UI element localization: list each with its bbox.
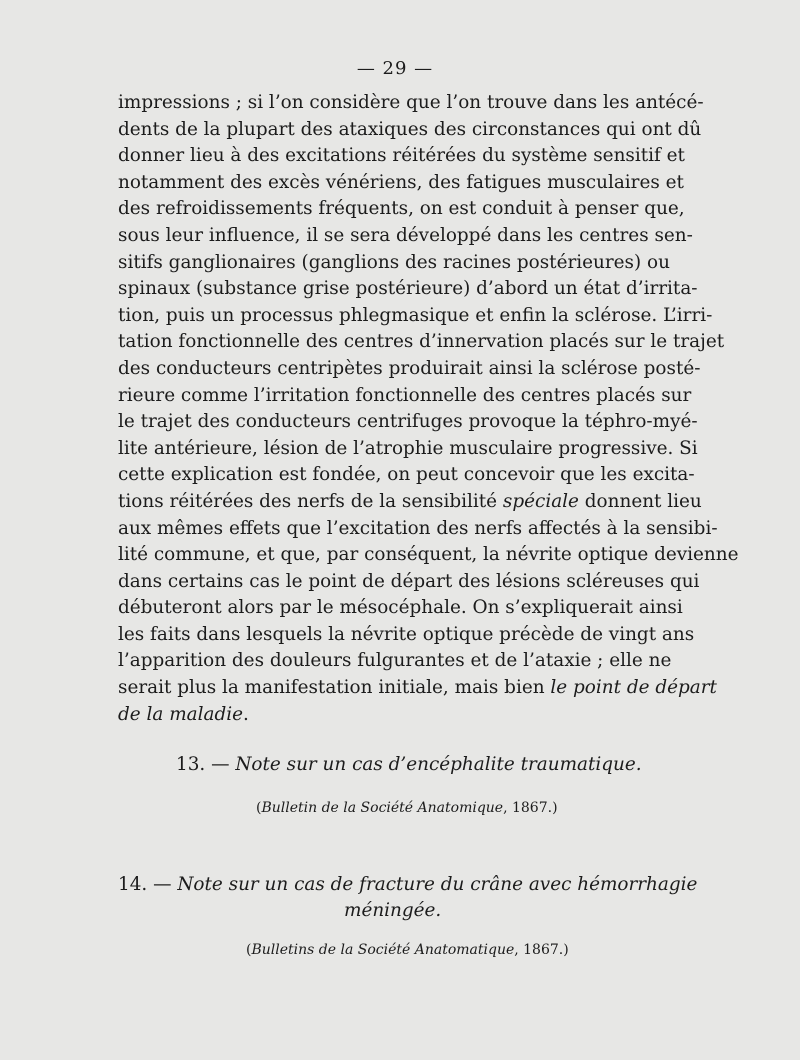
text-line: impressions ; si l’on considère que l’on trouve dans les antécé- [118,92,704,113]
citation-year: , 1867.) [503,800,558,816]
text-line: aux mêmes effets que l’excitation des nerfs affectés à la sensibi- [118,517,718,539]
text-line: donner lieu à des excitations réitérées du système sensitif et [118,145,685,167]
text-segment: serait plus la manifestation initiale, mais bien [118,677,551,699]
emphasis-text: de la maladie [118,703,243,725]
text-line: lité commune, et que, par conséquent, la névrite optique devienne [118,544,739,566]
emphasis-text: le point de départ [550,677,717,699]
text-line: dents de la plupart des ataxiques des circonstances qui ont dû [118,118,702,140]
text-segment: donnent lieu [578,490,702,512]
text-line: spinaux (substance grise postérieure) d’abord un état d’irrita- [118,278,698,300]
text-segment: tions réitérées des nerfs de la sensibilité [118,490,503,512]
text-line-with-emphasis [118,675,717,702]
text-line: sitifs ganglionaires (ganglions des racines postérieures) ou [118,251,670,273]
text-line-with-emphasis [118,489,702,516]
entry-13-citation [256,800,558,816]
citation-paren: ( [256,800,262,816]
entry-title-text: Note sur un cas de fracture du crâne avec hémorrhagie [177,874,698,895]
text-line: débuteront alors par le mésocéphale. On s’expliquerait ainsi [118,597,683,619]
text-line: tation fonctionnelle des centres d’innervation placés sur le trajet [118,331,725,353]
entry-number: 14. — [118,874,178,895]
text-line: cette explication est fondée, on peut concevoir que les excita- [118,464,695,486]
citation-paren: ( [246,942,252,958]
text-line: dans certains cas le point de départ des lésions scléreuses qui [118,570,700,592]
entry-14-citation [246,942,569,958]
body-paragraph [118,90,739,728]
text-segment: . [242,703,249,725]
text-line: des conducteurs centripètes produirait ainsi la sclérose posté- [118,357,701,379]
text-line: lite antérieure, lésion de l’atrophie musculaire progressive. Si [118,437,698,459]
entry-title-text: Note sur un cas d’encéphalite traumatique. [235,754,642,775]
text-line: rieure comme l’irritation fonctionnelle des centres placés sur [118,384,692,406]
text-line: l’apparition des douleurs fulgurantes et de l’ataxie ; elle ne [118,650,672,672]
citation-source: Bulletins de la Société Anatomatique [251,942,515,958]
text-line: le trajet des conducteurs centrifuges provoque la téphro-myé- [118,411,698,433]
page-number: — 29 — [356,58,434,79]
text-line: des refroidissements fréquents, on est conduit à penser que, [118,198,685,220]
text-line: notamment des excès vénériens, des fatigues musculaires et [118,171,684,193]
citation-year: , 1867.) [514,942,569,958]
entry-number: 13. — [176,754,236,775]
entry-title-text: méningée. [344,900,442,921]
entry-14-title-line1 [118,872,697,898]
entry-14-title-line2 [344,898,441,924]
emphasis-text: spéciale [502,490,579,512]
citation-source: Bulletin de la Société Anatomique [261,800,504,816]
text-line: sous leur influence, il se sera développé dans les centres sen- [118,224,693,246]
text-line: les faits dans lesquels la névrite optique précède de vingt ans [118,623,695,645]
text-line-with-emphasis [118,702,662,729]
text-line: tion, puis un processus phlegmasique et enfin la sclérose. L’irri- [118,304,713,326]
entry-13-title [176,752,642,778]
